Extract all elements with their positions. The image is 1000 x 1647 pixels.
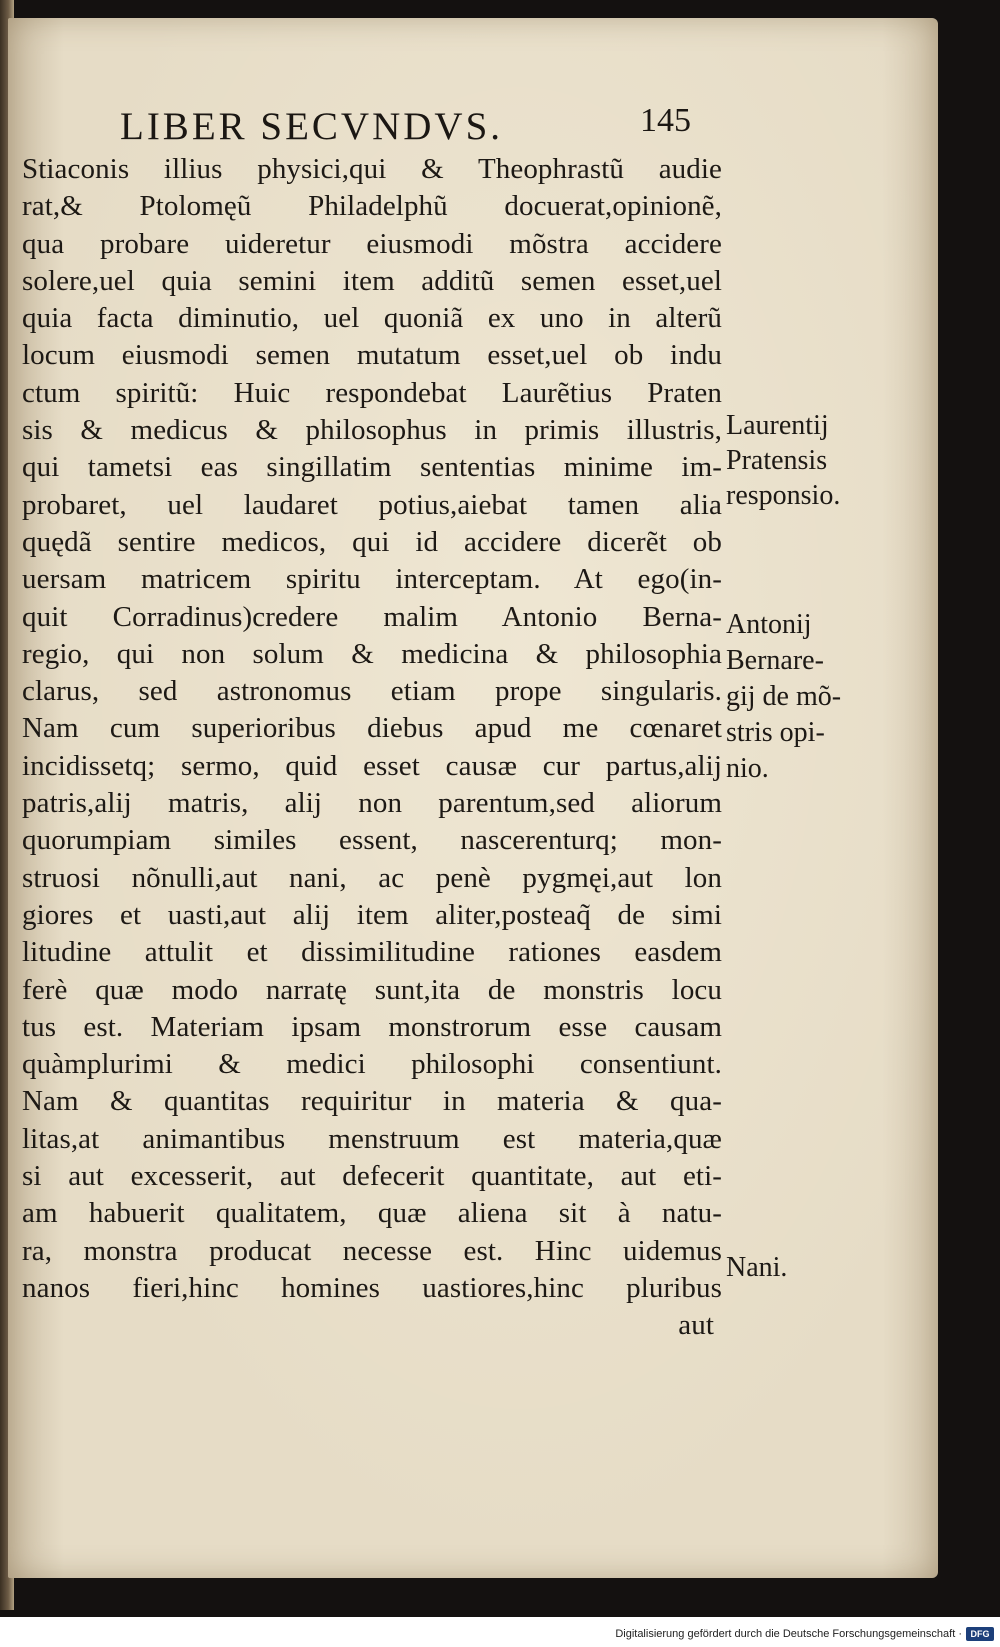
text-line: Nam & quantitas requiritur in materia & qua-: [22, 1085, 722, 1118]
margin-note-line: nio.: [726, 753, 769, 784]
text-line: quit Corradinus)credere malim Antonio Berna-: [22, 600, 722, 633]
text-line: Nam cum superioribus diebus apud me cœnaret: [22, 712, 722, 745]
text-line: litas,at animantibus menstruum est materia,quæ: [22, 1122, 722, 1155]
text-line: ctum spiritũ: Huic respondebat Laurẽtius Praten: [22, 376, 722, 409]
text-line: ra, monstra producat necesse est. Hinc uidemus: [22, 1234, 722, 1267]
main-text-block: [22, 151, 722, 1345]
footer-bar: [0, 1617, 1000, 1647]
text-line: patris,alij matris, alij non parentum,sed aliorum: [22, 787, 722, 820]
margin-note-line: Pratensis: [726, 445, 828, 476]
text-line: tus est. Materiam ipsam monstrorum esse causam: [22, 1010, 722, 1043]
margin-note-line: Antonij: [726, 609, 812, 640]
funding-note: Digitalisierung gefördert durch die Deutsche Forschungsgemeinschaft ·: [615, 1628, 962, 1640]
margin-note-line: responsio.: [726, 480, 841, 511]
margin-note-line: stris opi-: [726, 717, 825, 748]
text-line: struosi nõnulli,aut nani, ac penè pygmęi,aut lon: [22, 861, 722, 894]
text-line: rat,& Ptolomęũ Philadelphũ docuerat,opinionẽ,: [22, 190, 722, 223]
dfg-logo-icon: DFG: [966, 1627, 994, 1641]
text-line: qua probare uideretur eiusmodi mõstra accidere: [22, 227, 722, 260]
margin-note-pratensis: [726, 408, 840, 513]
text-line: clarus, sed astronomus etiam prope singularis.: [22, 675, 722, 708]
text-line: uersam matricem spiritu interceptam. At ego(in-: [22, 563, 722, 596]
margin-note-line: gij de mõ-: [726, 681, 842, 712]
text-line: quędã sentire medicos, qui id accidere dicerẽt ob: [22, 525, 722, 558]
margin-note-line: Bernare-: [726, 645, 824, 676]
text-line: incidissetq; sermo, quid esset causæ cur partus,alij: [22, 749, 722, 782]
text-line: sis & medicus & philosophus in primis illustris,: [22, 414, 722, 447]
margin-note-nani: [726, 1250, 787, 1285]
text-line: litudine attulit et dissimilitudine rationes easdem: [22, 936, 722, 969]
text-line: ferè quæ modo narratę sunt,ita de monstris locu: [22, 973, 722, 1006]
margin-note-line: Nani.: [726, 1252, 788, 1283]
running-title: LIBER SECVNDVS.: [120, 105, 504, 148]
text-line: giores et uasti,aut alij item aliter,posteaq̃ de simi: [22, 898, 722, 931]
text-line: am habuerit qualitatem, quæ aliena sit à natu-: [22, 1197, 722, 1230]
text-line: regio, qui non solum & medicina & philosophia: [22, 637, 722, 670]
text-line: probaret, uel laudaret potius,aiebat tamen alia: [22, 488, 722, 521]
margin-note-bernaregius: [726, 607, 841, 787]
text-line: qui tametsi eas singillatim sententias minime im-: [22, 451, 722, 484]
text-line: locum eiusmodi semen mutatum esset,uel ob indu: [22, 339, 722, 372]
folio-number: 145: [640, 102, 691, 139]
book-page: [8, 18, 938, 1578]
text-line: quia facta diminutio, uel quoniã ex uno in alterũ: [22, 302, 722, 335]
text-line: nanos fieri,hinc homines uastiores,hinc pluribus: [22, 1271, 722, 1304]
text-line: solere,uel quia semini item additũ semen esset,uel: [22, 264, 722, 297]
catchword: aut: [678, 1309, 714, 1342]
text-line: quàmplurimi & medici philosophi consentiunt.: [22, 1048, 722, 1081]
text-line: si aut excesserit, aut defecerit quantitate, aut eti-: [22, 1160, 722, 1193]
margin-note-line: Laurentij: [726, 410, 829, 441]
text-line: quorumpiam similes essent, nascerenturq; mon-: [22, 824, 722, 857]
text-line: Stiaconis illius physici,qui & Theophrastũ audie: [22, 153, 722, 185]
